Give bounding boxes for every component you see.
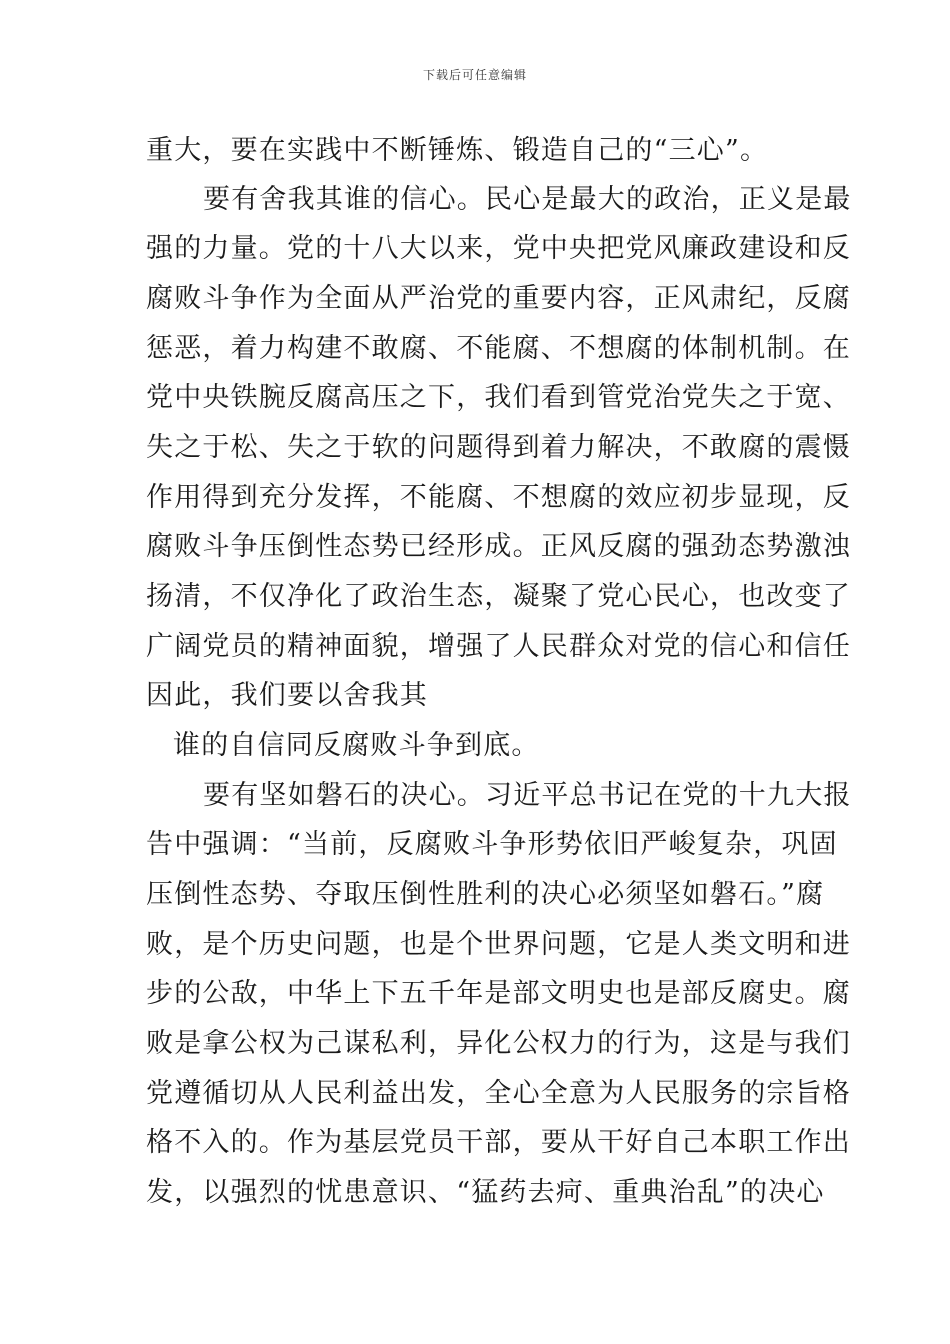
body-line: 告中强调：“当前，反腐败斗争形势依旧严峻复杂，巩固 [146, 829, 838, 860]
body-line: 党中央铁腕反腐高压之下，我们看到管党治党失之于宽、 [146, 382, 851, 413]
body-line: 发，以强烈的忧患意识、“猛药去疴、重典治乱”的决心 [146, 1177, 825, 1208]
body-line: 败是拿公权为己谋私利，异化公权力的行为，这是与我们 [146, 1028, 851, 1059]
body-line: 广阔党员的精神面貌，增强了人民群众对党的信心和信任 [146, 631, 851, 662]
body-line: 重大，要在实践中不断锤炼、锻造自己的“三心”。 [146, 135, 769, 166]
body-line: 要有舍我其谁的信心。民心是最大的政治，正义是最 [203, 184, 852, 215]
body-line: 因此，我们要以舍我其 [146, 680, 428, 711]
body-line: 败，是个历史问题，也是个世界问题，它是人类文明和进 [146, 929, 851, 960]
page-header: 下载后可任意编辑 [422, 68, 527, 82]
body-line: 作用得到充分发挥，不能腐、不想腐的效应初步显现，反 [146, 482, 851, 513]
body-line: 要有坚如磐石的决心。习近平总书记在党的十九大报 [203, 780, 852, 811]
body-line: 格不入的。作为基层党员干部，要从干好自己本职工作出 [146, 1127, 851, 1158]
body-line: 腐败斗争作为全面从严治党的重要内容，正风肃纪，反腐 [146, 283, 851, 314]
body-line: 压倒性态势、夺取压倒性胜利的决心必须坚如磐石。”腐 [146, 879, 825, 910]
body-line: 强的力量。党的十八大以来，党中央把党风廉政建设和反 [146, 233, 851, 264]
body-line: 谁的自信同反腐败斗争到底。 [173, 730, 540, 761]
body-line: 扬清，不仅净化了政治生态，凝聚了党心民心，也改变了 [146, 581, 851, 612]
body-line: 腐败斗争压倒性态势已经形成。正风反腐的强劲态势激浊 [146, 531, 851, 562]
body-line: 失之于松、失之于软的问题得到着力解决，不敢腐的震慑 [146, 432, 851, 463]
body-line: 步的公敌，中华上下五千年是部文明史也是部反腐史。腐 [146, 978, 851, 1009]
body-line: 惩恶，着力构建不敢腐、不能腐、不想腐的体制机制。在 [146, 333, 851, 364]
body-line: 党遵循切从人民利益出发，全心全意为人民服务的宗旨格 [146, 1078, 851, 1109]
